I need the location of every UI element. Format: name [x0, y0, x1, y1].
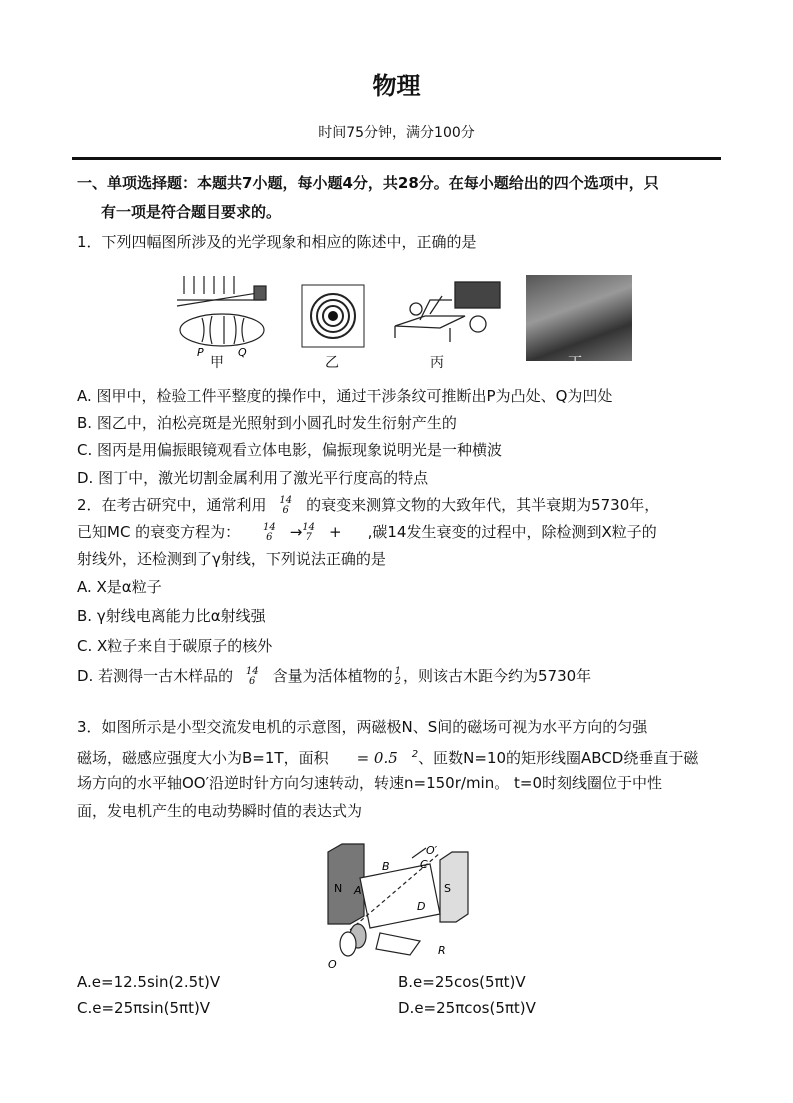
q2-text: D. 若测得一古木样品的	[77, 667, 234, 685]
label-ding: 丁	[568, 355, 582, 371]
q2-text: 已知MC 的衰变方程为：	[77, 523, 241, 541]
section-heading-cont: 有一项是符合题目要求的。	[101, 203, 282, 221]
q3-option-d: D.e=25πcos(5πt)V	[398, 999, 536, 1017]
q3-option-a: A.e=12.5sin(2.5t)V	[77, 973, 221, 991]
exponent: 2	[411, 749, 419, 760]
page-title: 物理	[372, 71, 421, 100]
figure-yi-poisson-spot	[301, 284, 365, 348]
q3-option-c: C.e=25πsin(5πt)V	[77, 999, 211, 1017]
figure-ac-generator	[320, 838, 480, 973]
q3-line1: 3．如图所示是小型交流发电机的示意图，两磁极N、S间的磁场可视为水平方向的匀强	[77, 718, 648, 736]
mass-number: 14	[302, 521, 316, 533]
figure-ding-laser-cutting	[526, 275, 632, 361]
q1-option-c: C. 图丙是用偏振眼镜观看立体电影，偏振现象说明光是一种横波	[77, 441, 503, 459]
q2-line2	[77, 522, 657, 543]
q2-option-b: B. γ射线电离能力比α射线强	[77, 607, 266, 625]
q3-line2	[77, 745, 698, 768]
q3-line3: 场方向的水平轴OO′沿逆时针方向匀速转动，转速n=150r/min。 t=0时刻线圈位于中性	[77, 774, 662, 792]
q1-stem: 1．下列四幅图所涉及的光学现象和相应的陈述中，正确的是	[77, 233, 477, 251]
label-jia: 甲	[210, 355, 224, 371]
q3-text: 、匝数N=10的矩形线圈ABCD绕垂直于磁	[418, 749, 699, 767]
q3-text: 磁场，磁感应强度大小为B=1T，面积	[77, 749, 329, 767]
q3-line4: 面，发电机产生的电动势瞬时值的表达式为	[77, 802, 363, 820]
q2-line1	[77, 495, 659, 516]
numerator: 1	[394, 665, 401, 677]
mass-number: 14	[245, 665, 259, 677]
figure-bing-polarized-glasses	[390, 274, 505, 354]
mass-number: 14	[262, 521, 276, 533]
label-o-prime: O′	[426, 844, 438, 857]
label-b: B	[382, 860, 390, 873]
atomic-number: 6	[249, 675, 256, 687]
label-a: A	[354, 884, 362, 897]
label-r: R	[438, 944, 446, 957]
nuclide-c14	[246, 667, 259, 687]
label-d: D	[417, 900, 426, 913]
label-n: N	[334, 882, 343, 895]
exam-info: 时间75分钟，满分100分	[318, 125, 475, 141]
q2-text: ,碳14发生衰变的过程中，除检测到X粒子的	[367, 523, 657, 541]
label-o: O	[328, 958, 337, 971]
denominator: 2	[394, 675, 401, 687]
nuclide-c14	[279, 496, 292, 516]
label-bing: 丙	[430, 355, 444, 371]
divider	[72, 157, 721, 160]
mark-p: P	[197, 346, 204, 359]
nuclide-n14	[302, 523, 315, 543]
label-s: S	[444, 882, 451, 895]
fraction-half	[395, 667, 401, 687]
atomic-number: 7	[305, 531, 312, 543]
q2-text: 含量为活体植物的	[272, 667, 393, 685]
q2-text: 的衰变来测算文物的大致年代，其半衰期为5730年，	[306, 496, 660, 514]
q2-text: ，则该古木距今约为5730年	[403, 667, 592, 685]
label-c: C	[420, 858, 428, 871]
mass-number: 14	[279, 494, 293, 506]
mark-q: Q	[238, 346, 247, 359]
q2-option-d	[77, 666, 591, 687]
atomic-number: 6	[266, 531, 273, 543]
q1-option-d: D. 图丁中，激光切割金属利用了激光平行度高的特点	[77, 469, 429, 487]
q2-line3: 射线外，还检测到了γ射线，下列说法正确的是	[77, 550, 386, 568]
q2-text: 2．在考古研究中，通常利用	[77, 496, 267, 514]
q2-option-c: C. X粒子来自于碳原子的核外	[77, 637, 273, 655]
q1-option-b: B. 图乙中，泊松亮斑是光照射到小圆孔时发生衍射产生的	[77, 414, 457, 432]
atomic-number: 6	[282, 504, 289, 516]
plus: +	[329, 523, 342, 541]
arrow: →	[289, 523, 303, 541]
nuclide-c14	[263, 523, 276, 543]
section-heading: 一、单项选择题：本题共7小题，每小题4分，共28分。在每小题给出的四个选项中，只	[77, 174, 659, 192]
label-yi: 乙	[325, 355, 339, 371]
q3-option-b: B.e=25cos(5πt)V	[398, 973, 526, 991]
area-value: = 0.5	[356, 749, 398, 767]
q2-option-a: A. X是α粒子	[77, 578, 162, 596]
q1-option-a: A. 图甲中，检验工件平整度的操作中，通过干涉条纹可推断出P为凸处、Q为凹处	[77, 387, 613, 405]
